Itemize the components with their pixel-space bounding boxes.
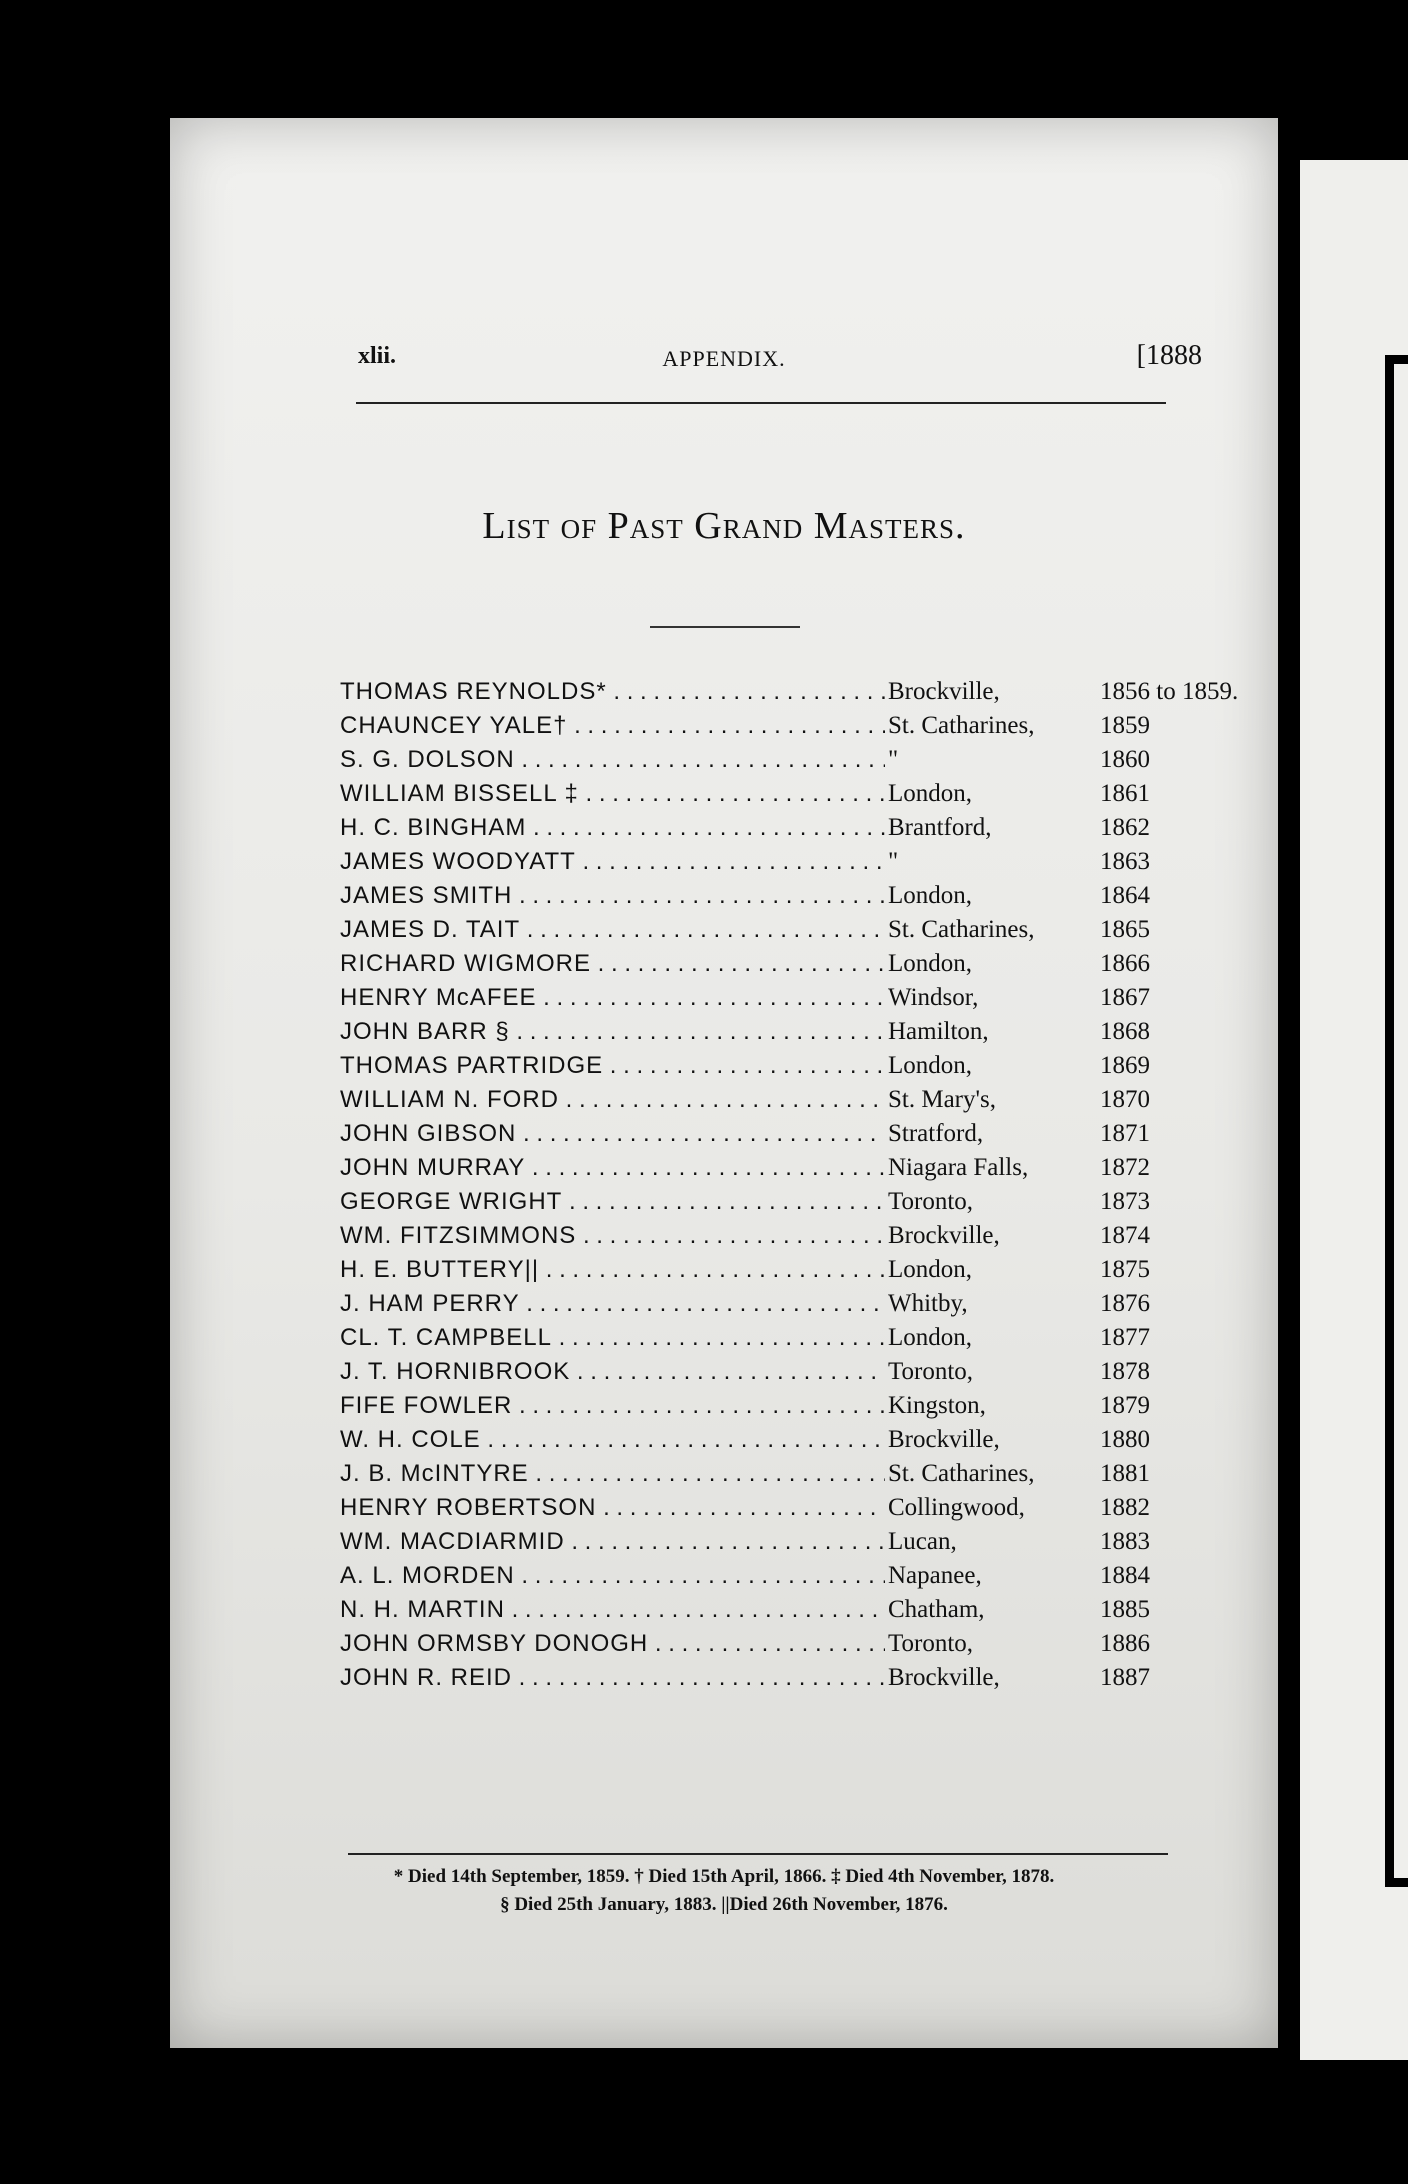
list-item	[340, 882, 1280, 916]
entry-year: 1856 to 1859.	[1100, 678, 1239, 705]
list-item	[340, 1290, 1280, 1324]
entry-place: Toronto,	[888, 1630, 974, 1657]
list-item	[340, 1630, 1280, 1664]
list-item	[340, 984, 1280, 1018]
list-item	[340, 1596, 1280, 1630]
grand-masters-list	[340, 678, 1280, 1698]
page-title: List of Past Grand Masters.	[482, 505, 966, 547]
entry-year: 1886	[1100, 1630, 1150, 1657]
entry-year: 1882	[1100, 1494, 1150, 1521]
list-item	[340, 1392, 1280, 1426]
list-item	[340, 712, 1280, 746]
list-item	[340, 814, 1280, 848]
entry-year: 1884	[1100, 1562, 1150, 1589]
entry-name: THOMAS REYNOLDS* . . .	[340, 678, 885, 706]
list-item	[340, 950, 1280, 984]
list-item	[340, 1018, 1280, 1052]
entry-place: Brockville,	[888, 1664, 1000, 1691]
list-item	[340, 1460, 1280, 1494]
entry-name: CL. T. CAMPBELL . . .	[340, 1324, 885, 1352]
list-item	[340, 1052, 1280, 1086]
entry-place: Chatham,	[888, 1596, 985, 1623]
entry-year: 1885	[1100, 1596, 1150, 1623]
list-item	[340, 746, 1280, 780]
entry-place: Kingston,	[888, 1392, 986, 1419]
entry-year: 1861	[1100, 780, 1150, 807]
entry-name: N. H. MARTIN . . .	[340, 1596, 885, 1624]
entry-place: London,	[888, 1256, 973, 1283]
entry-place: St. Mary's,	[888, 1086, 996, 1113]
title-rule	[650, 626, 800, 628]
list-item	[340, 848, 1280, 882]
list-item	[340, 1120, 1280, 1154]
entry-name: W. H. COLE . . .	[340, 1426, 885, 1454]
list-item	[340, 1358, 1280, 1392]
entry-name: J. T. HORNIBROOK . . .	[340, 1358, 885, 1386]
entry-place: Napanee,	[888, 1562, 982, 1589]
list-item	[340, 1154, 1280, 1188]
entry-place: Hamilton,	[888, 1018, 989, 1045]
entry-place: Toronto,	[888, 1188, 974, 1215]
facing-page-border-top	[1385, 355, 1408, 364]
entry-place: St. Catharines,	[888, 712, 1035, 739]
entry-place: Brockville,	[888, 678, 1000, 705]
entry-place: St. Catharines,	[888, 1460, 1035, 1487]
entry-year: 1872	[1100, 1154, 1150, 1181]
entry-year: 1876	[1100, 1290, 1150, 1317]
entry-place: Windsor,	[888, 984, 979, 1011]
entry-year: 1869	[1100, 1052, 1150, 1079]
entry-place: London,	[888, 780, 973, 807]
list-item	[340, 1086, 1280, 1120]
entry-year: 1866	[1100, 950, 1150, 977]
list-item	[340, 1664, 1280, 1698]
entry-place: Collingwood,	[888, 1494, 1025, 1521]
entry-year: 1881	[1100, 1460, 1150, 1487]
entry-year: 1859	[1100, 712, 1150, 739]
list-item	[340, 1256, 1280, 1290]
entry-year: 1863	[1100, 848, 1150, 875]
header-year: [1888	[1136, 340, 1202, 371]
entry-name: HENRY McAFEE . . .	[340, 984, 885, 1012]
list-item	[340, 780, 1280, 814]
entry-year: 1868	[1100, 1018, 1150, 1045]
entry-place: Niagara Falls,	[888, 1154, 1029, 1181]
entry-year: 1883	[1100, 1528, 1150, 1555]
list-item	[340, 1188, 1280, 1222]
entry-place: Toronto,	[888, 1358, 974, 1385]
entry-name: J. B. McINTYRE . . .	[340, 1460, 885, 1488]
facing-page-border	[1385, 355, 1394, 1885]
entry-place: Stratford,	[888, 1120, 984, 1147]
entry-name: JOHN ORMSBY DONOGH . . .	[340, 1630, 885, 1658]
facing-page-border-bottom	[1385, 1878, 1408, 1887]
list-item	[340, 1324, 1280, 1358]
entry-place: Brockville,	[888, 1426, 1000, 1453]
entry-year: 1864	[1100, 882, 1150, 909]
entry-year: 1865	[1100, 916, 1150, 943]
entry-place: London,	[888, 1324, 973, 1351]
entry-name: THOMAS PARTRIDGE . . .	[340, 1052, 885, 1080]
entry-year: 1862	[1100, 814, 1150, 841]
entry-year: 1873	[1100, 1188, 1150, 1215]
entry-name: JOHN BARR § . . .	[340, 1018, 885, 1046]
list-item	[340, 1562, 1280, 1596]
entry-year: 1877	[1100, 1324, 1150, 1351]
entry-name: WM. FITZSIMMONS . . .	[340, 1222, 885, 1250]
entry-place: London,	[888, 882, 973, 909]
entry-name: JOHN GIBSON . . .	[340, 1120, 885, 1148]
page-number: xlii.	[358, 343, 397, 369]
entry-name: HENRY ROBERTSON . . .	[340, 1494, 885, 1522]
entry-name: A. L. MORDEN . . .	[340, 1562, 885, 1590]
list-item	[340, 1494, 1280, 1528]
footnotes-line-1: * Died 14th September, 1859. † Died 15th April, 1866. ‡ Died 4th November, 1878.	[393, 1866, 1055, 1887]
entry-name: H. C. BINGHAM . . .	[340, 814, 885, 842]
entry-name: JOHN R. REID . . .	[340, 1664, 885, 1692]
entry-year: 1879	[1100, 1392, 1150, 1419]
entry-place: "	[888, 848, 899, 875]
entry-place: Lucan,	[888, 1528, 957, 1555]
entry-name: H. E. BUTTERY|| . . .	[340, 1256, 885, 1284]
footnotes-line-2: § Died 25th January, 1883. ||Died 26th November, 1876.	[500, 1894, 948, 1915]
entry-place: Whitby,	[888, 1290, 968, 1317]
entry-place: London,	[888, 1052, 973, 1079]
entry-year: 1867	[1100, 984, 1150, 1011]
entry-year: 1870	[1100, 1086, 1150, 1113]
entry-name: JAMES D. TAIT . . .	[340, 916, 885, 944]
page	[170, 118, 1278, 2048]
entry-year: 1874	[1100, 1222, 1150, 1249]
entry-year: 1880	[1100, 1426, 1150, 1453]
entry-year: 1871	[1100, 1120, 1150, 1147]
list-item	[340, 916, 1280, 950]
list-item	[340, 678, 1280, 712]
entry-name: WILLIAM N. FORD . . .	[340, 1086, 885, 1114]
list-item	[340, 1222, 1280, 1256]
entry-name: JAMES WOODYATT . . .	[340, 848, 885, 876]
footnote-rule	[348, 1853, 1168, 1855]
section-heading: APPENDIX.	[662, 346, 786, 371]
entry-place: "	[888, 746, 899, 773]
entry-name: J. HAM PERRY . . .	[340, 1290, 885, 1318]
list-item	[340, 1426, 1280, 1460]
entry-name: WM. MACDIARMID . . .	[340, 1528, 885, 1556]
entry-name: CHAUNCEY YALE† . . .	[340, 712, 885, 740]
entry-year: 1878	[1100, 1358, 1150, 1385]
list-item	[340, 1528, 1280, 1562]
entry-name: JOHN MURRAY . . .	[340, 1154, 885, 1182]
entry-name: GEORGE WRIGHT . . .	[340, 1188, 885, 1216]
entry-name: S. G. DOLSON . . .	[340, 746, 885, 774]
entry-name: JAMES SMITH . . .	[340, 882, 885, 910]
entry-year: 1875	[1100, 1256, 1150, 1283]
entry-year: 1887	[1100, 1664, 1150, 1691]
entry-place: Brockville,	[888, 1222, 1000, 1249]
header-rule	[356, 402, 1166, 404]
entry-place: Brantford,	[888, 814, 992, 841]
entry-place: St. Catharines,	[888, 916, 1035, 943]
entry-name: RICHARD WIGMORE . . .	[340, 950, 885, 978]
entry-place: London,	[888, 950, 973, 977]
entry-name: FIFE FOWLER . . .	[340, 1392, 885, 1420]
entry-name: WILLIAM BISSELL ‡ . . .	[340, 780, 885, 808]
entry-year: 1860	[1100, 746, 1150, 773]
